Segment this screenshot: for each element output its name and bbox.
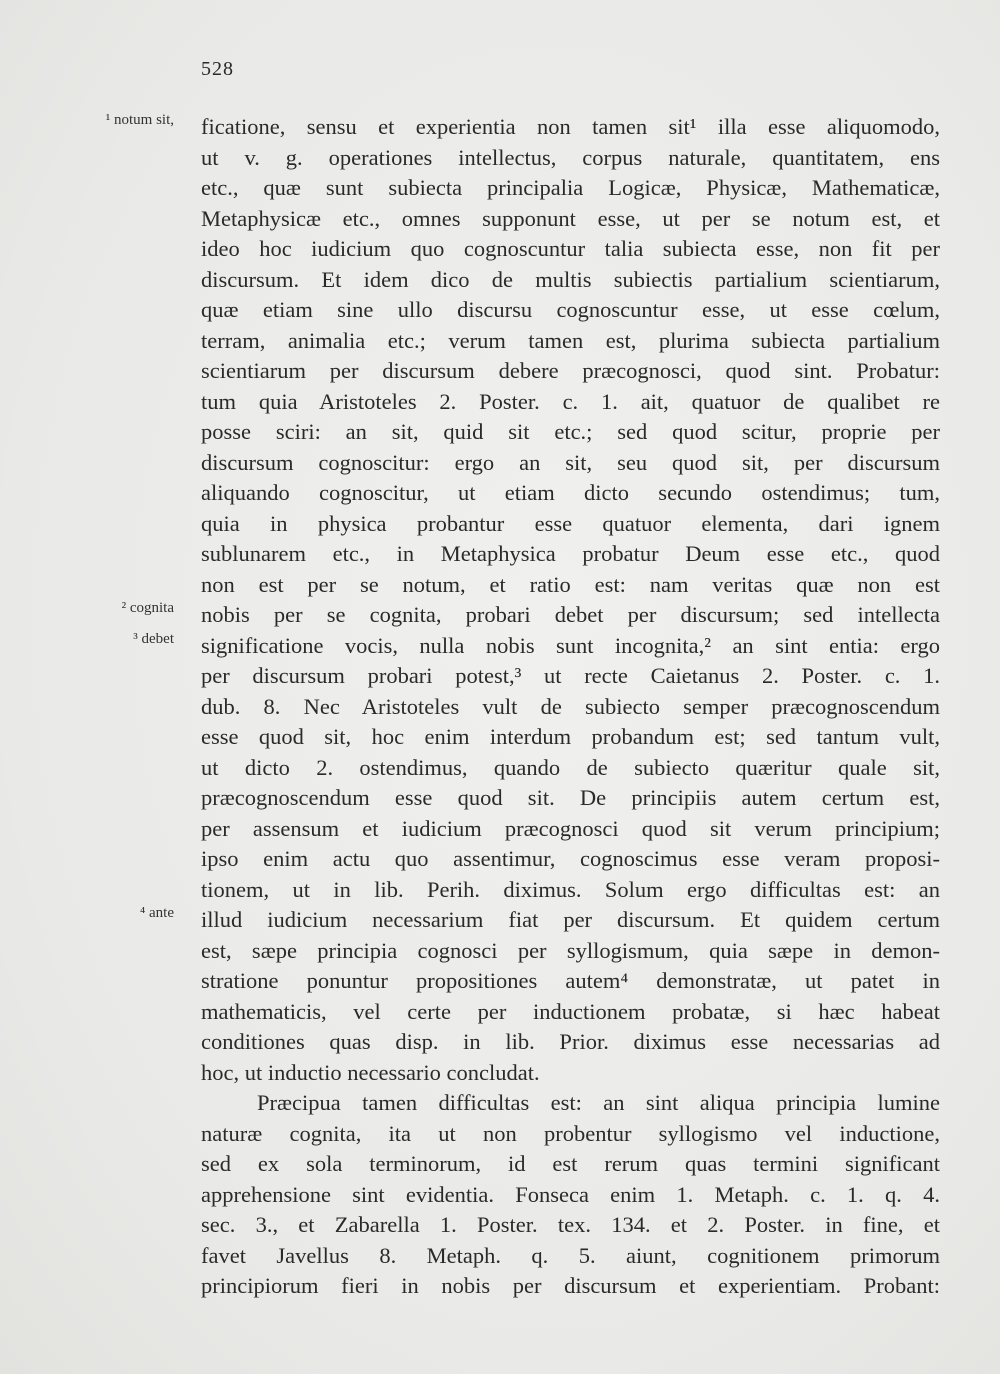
- text-line: sublunarem etc., in Metaphysica probatur Deum esse etc., quod: [201, 541, 940, 566]
- text-line: quæ etiam sine ullo discursu cognoscuntur esse, ut esse cœlum,: [201, 297, 940, 322]
- text-line: aliquando cognoscitur, ut etiam dicto secundo ostendimus; tum,: [201, 480, 940, 505]
- text-line: significatione vocis, nulla nobis sunt incognita,² an sint entia: ergo: [201, 632, 940, 658]
- text-line: ut v. g. operationes intellectus, corpus naturale, quantitatem, ens: [201, 144, 940, 170]
- body-text: [201, 112, 940, 1302]
- text-line: dub. 8. Nec Aristoteles vult de subiecto semper præcognoscendum: [201, 693, 940, 719]
- text-line: posse sciri: an sit, quid sit etc.; sed quod scitur, proprie per: [201, 419, 940, 444]
- text-line: illud iudicium necessarium fiat per discursum. Et quidem certum: [201, 907, 940, 932]
- text-line: per discursum probari potest,³ ut recte Caietanus 2. Poster. c. 1.: [201, 663, 940, 688]
- text-line: Præcipua tamen difficultas est: an sint aliqua principia lumine: [257, 1090, 940, 1115]
- text-line: terram, animalia etc.; verum tamen est, plurima subiecta partialium: [201, 327, 940, 353]
- text-line: mathematicis, vel certe per inductionem probatæ, si hæc habeat: [201, 998, 940, 1024]
- text-line: etc., quæ sunt subiecta principalia Logicæ, Physicæ, Mathematicæ,: [201, 175, 940, 200]
- text-line: sec. 3., et Zabarella 1. Poster. tex. 134. et 2. Poster. in fine, et: [201, 1212, 940, 1237]
- text-line: principiorum fieri in nobis per discursum et experientiam. Probant:: [201, 1273, 940, 1298]
- text-line: ideo hoc iudicium quo cognoscuntur talia subiecta esse, non fit per: [201, 236, 940, 261]
- text-line: esse quod sit, hoc enim interdum probandum est; sed tantum vult,: [201, 724, 940, 749]
- text-line: est, sæpe principia cognosci per syllogismum, quia sæpe in demon-: [201, 937, 940, 963]
- text-line: ficatione, sensu et experientia non tamen sit¹ illa esse aliquomodo,: [201, 114, 940, 139]
- text-line: præcognoscendum esse quod sit. De principiis autem certum est,: [201, 785, 940, 810]
- margin-note: ² cognita: [121, 600, 174, 616]
- text-line: non est per se notum, et ratio est: nam veritas quæ non est: [201, 571, 940, 597]
- text-line: apprehensione sint evidentia. Fonseca enim 1. Metaph. c. 1. q. 4.: [201, 1181, 940, 1207]
- text-line: sed ex sola terminorum, id est rerum quas termini significant: [201, 1151, 940, 1176]
- page-number: 528: [201, 58, 234, 80]
- text-line: favet Javellus 8. Metaph. q. 5. aiunt, cognitionem primorum: [201, 1242, 940, 1268]
- text-line: tionem, ut in lib. Perih. diximus. Solum ergo difficultas est: an: [201, 876, 940, 902]
- text-line: hoc, ut inductio necessario concludat.: [201, 1059, 540, 1085]
- margin-note: ⁴ ante: [140, 905, 174, 921]
- text-line: Metaphysicæ etc., omnes supponunt esse, ut per se notum est, et: [201, 205, 940, 231]
- text-line: ipso enim actu quo assentimur, cognoscimus esse veram proposi-: [201, 846, 940, 871]
- text-line: scientiarum per discursum debere præcognosci, quod sint. Probatur:: [201, 358, 940, 383]
- margin-note: ³ debet: [133, 630, 174, 647]
- text-line: stratione ponuntur propositiones autem⁴ demonstratæ, ut patet in: [201, 968, 940, 993]
- text-line: nobis per se cognita, probari debet per discursum; sed intellecta: [201, 602, 940, 627]
- text-line: naturæ cognita, ita ut non probentur syllogismo vel inductione,: [201, 1120, 940, 1146]
- text-line: per assensum et iudicium præcognosci quod sit verum principium;: [201, 815, 940, 841]
- text-line: ut dicto 2. ostendimus, quando de subiecto quæritur quale sit,: [201, 754, 940, 780]
- text-line: discursum. Et idem dico de multis subiectis partialium scientiarum,: [201, 266, 940, 292]
- text-line: quia in physica probantur esse quatuor elementa, dari ignem: [201, 510, 940, 536]
- margin-note: ¹ notum sit,: [105, 112, 174, 128]
- text-line: conditiones quas disp. in lib. Prior. diximus esse necessarias ad: [201, 1029, 940, 1054]
- text-line: discursum cognoscitur: ergo an sit, seu quod sit, per discursum: [201, 449, 940, 475]
- text-line: tum quia Aristoteles 2. Poster. c. 1. ait, quatuor de qualibet re: [201, 388, 940, 414]
